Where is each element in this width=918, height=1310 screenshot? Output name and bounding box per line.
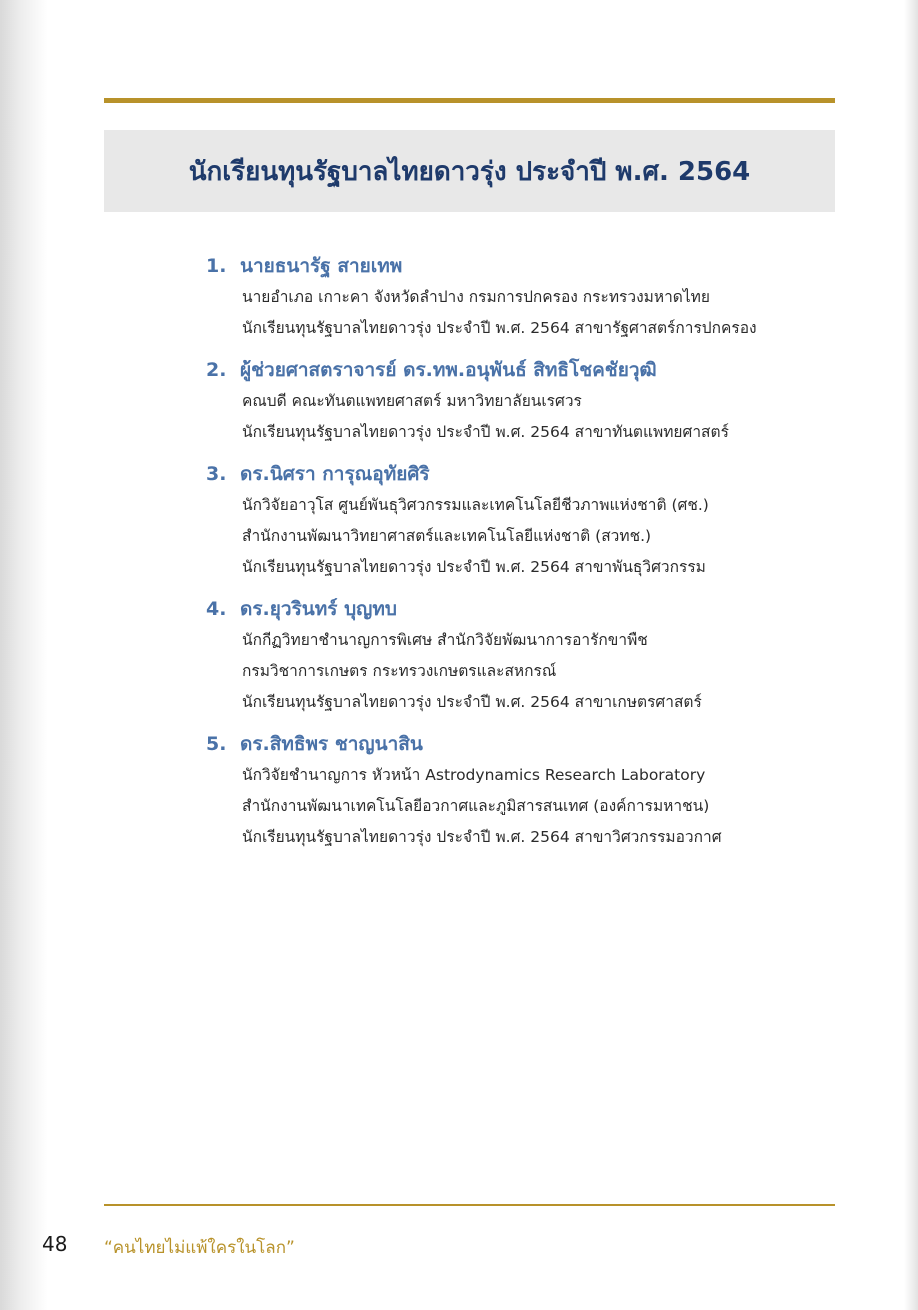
scholar-name-heading [206, 354, 846, 386]
scholar-position: นายอำเภอ เกาะคา จังหวัดลำปาง กรมการปกครอง กระทรวงมหาดไทย [242, 288, 710, 306]
item-number: 5. [206, 733, 227, 755]
scholar-position: นักวิจัยชำนาญการ หัวหน้า Astrodynamics Research Laboratory [242, 766, 706, 784]
scholar-name-heading [206, 250, 846, 282]
scholar-organization: สำนักงานพัฒนาวิทยาศาสตร์และเทคโนโลยีแห่งชาติ (สวทช.) [242, 527, 652, 545]
top-gold-rule [104, 98, 835, 103]
page-edge-shadow [904, 0, 918, 1310]
scholar-name-heading [206, 728, 846, 760]
title-banner [104, 130, 835, 212]
scholar-scholarship: นักเรียนทุนรัฐบาลไทยดาวรุ่ง ประจำปี พ.ศ. 2564 สาขารัฐศาสตร์การปกครอง [242, 319, 757, 337]
scholar-scholarship: นักเรียนทุนรัฐบาลไทยดาวรุ่ง ประจำปี พ.ศ. 2564 สาขาพันธุวิศวกรรม [242, 558, 706, 576]
scholar-position: นักกีฏวิทยาชำนาญการพิเศษ สำนักวิจัยพัฒนาการอารักขาพืช [242, 631, 648, 649]
scholar-position: นักวิจัยอาวุโส ศูนย์พันธุวิศวกรรมและเทคโนโลยีชีวภาพแห่งชาติ (ศช.) [242, 496, 709, 514]
scholar-list [206, 250, 846, 863]
list-item [206, 354, 846, 448]
scholar-name: ผู้ช่วยศาสตราจารย์ ดร.ทพ.อนุพันธ์ สิทธิโชคชัยวุฒิ [240, 359, 657, 381]
scholar-name: ดร.สิทธิพร ชาญนาสิน [240, 733, 423, 755]
list-item [206, 458, 846, 583]
bottom-gold-rule [104, 1204, 835, 1206]
scholar-scholarship: นักเรียนทุนรัฐบาลไทยดาวรุ่ง ประจำปี พ.ศ. 2564 สาขาเกษตรศาสตร์ [242, 693, 702, 711]
scholar-organization: กรมวิชาการเกษตร กระทรวงเกษตรและสหกรณ์ [242, 662, 557, 680]
scholar-name-heading [206, 593, 846, 625]
scholar-name: นายธนารัฐ สายเทพ [240, 255, 403, 277]
page-number: 48 [42, 1232, 68, 1256]
list-item [206, 728, 846, 853]
scholar-name: ดร.ยุวรินทร์ บุญทบ [240, 598, 397, 620]
page-title: นักเรียนทุนรัฐบาลไทยดาวรุ่ง ประจำปี พ.ศ. 2564 [188, 156, 751, 187]
scholar-scholarship: นักเรียนทุนรัฐบาลไทยดาวรุ่ง ประจำปี พ.ศ. 2564 สาขาวิศวกรรมอวกาศ [242, 828, 722, 846]
scholar-position: คณบดี คณะทันตแพทยศาสตร์ มหาวิทยาลัยนเรศวร [242, 392, 582, 410]
item-number: 1. [206, 255, 227, 277]
scholar-organization: สำนักงานพัฒนาเทคโนโลยีอวกาศและภูมิสารสนเทศ (องค์การมหาชน) [242, 797, 710, 815]
item-number: 4. [206, 598, 227, 620]
page-gutter-shadow [0, 0, 48, 1310]
item-number: 3. [206, 463, 227, 485]
scholar-scholarship: นักเรียนทุนรัฐบาลไทยดาวรุ่ง ประจำปี พ.ศ. 2564 สาขาทันตแพทยศาสตร์ [242, 423, 729, 441]
scholar-name-heading [206, 458, 846, 490]
footer-slogan: “คนไทยไม่แพ้ใครในโลก” [104, 1238, 295, 1258]
list-item [206, 250, 846, 344]
item-number: 2. [206, 359, 227, 381]
scholar-name: ดร.นิศรา การุณอุทัยศิริ [240, 463, 430, 485]
list-item [206, 593, 846, 718]
